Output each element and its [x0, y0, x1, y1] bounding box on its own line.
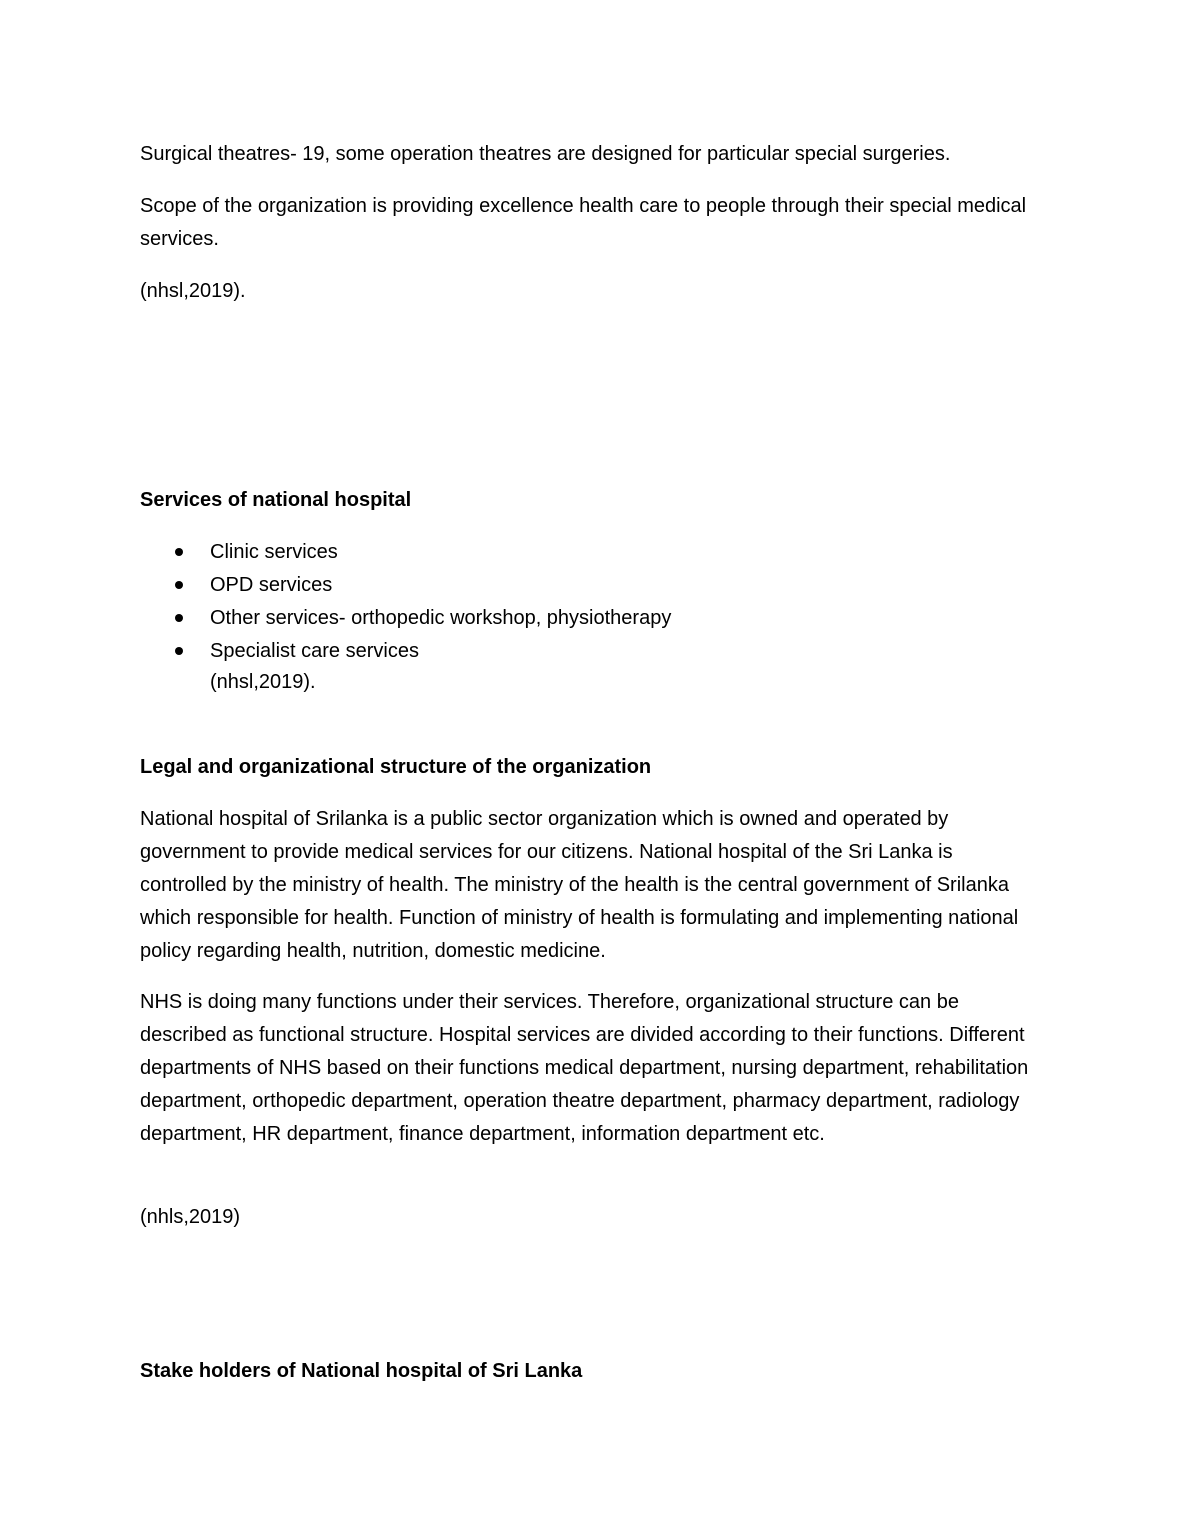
legal-citation: (nhls,2019)	[140, 1206, 241, 1228]
list-item	[140, 635, 671, 668]
list-item-label: Specialist care services	[210, 640, 419, 662]
bullet-icon	[175, 647, 183, 655]
legal-paragraph-1: National hospital of Srilanka is a public sector organization which is owned and operated by government to provide medical services for our citizens. National hospital of the Sri Lanka is controlled by the ministry of health. The ministry of the health is the central government of Srilanka which responsible for health. Function of ministry of health is formulating and implementing national policy regarding health, nutrition, domestic medicine.	[140, 808, 1019, 962]
list-item-label: OPD services	[210, 574, 333, 596]
scope-paragraph: Scope of the organization is providing excellence health care to people through their special medical services.	[140, 195, 1027, 250]
services-citation: (nhsl,2019).	[210, 671, 316, 693]
services-list	[140, 536, 671, 668]
theatres-line: Surgical theatres- 19, some operation theatres are designed for particular special surgeries.	[140, 143, 951, 165]
list-item	[140, 602, 671, 635]
list-item-label: Other services- orthopedic workshop, physiotherapy	[210, 607, 672, 629]
legal-paragraph-2: NHS is doing many functions under their services. Therefore, organizational structure can be described as functional structure. Hospital services are divided according to their functions. Different departments of NHS based on their functions medical department, nursing department, rehabilitation department, orthopedic department, operation theatre department, pharmacy department, radiology department, HR department, finance department, information department etc.	[140, 991, 1029, 1145]
stakeholders-heading: Stake holders of National hospital of Sri Lanka	[140, 1360, 583, 1382]
intro-citation: (nhsl,2019).	[140, 280, 246, 302]
legal-structure-heading: Legal and organizational structure of the organization	[140, 756, 652, 778]
bullet-icon	[175, 581, 183, 589]
document-page	[140, 0, 1040, 1540]
list-item	[140, 569, 671, 602]
list-item	[140, 536, 671, 569]
list-item-label: Clinic services	[210, 541, 338, 563]
services-heading: Services of national hospital	[140, 489, 412, 511]
bullet-icon	[175, 548, 183, 556]
bullet-icon	[175, 614, 183, 622]
